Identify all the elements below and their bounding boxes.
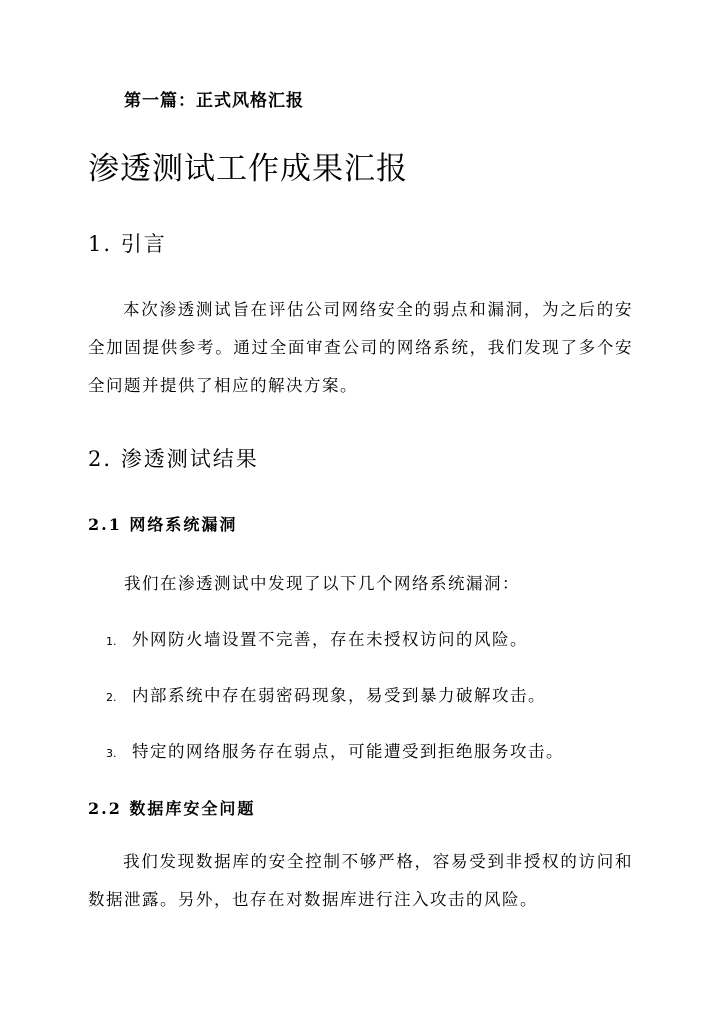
list-item [106, 682, 651, 706]
list-item-text: 外网防火墙设置不完善，存在未授权访问的风险。 [132, 630, 528, 649]
section-1-paragraph: 本次渗透测试旨在评估公司网络安全的弱点和漏洞，为之后的安全加固提供参考。通过全面审查公司的网络系统，我们发现了多个安全问题并提供了相应的解决方案。 [88, 300, 633, 395]
document-subtitle: 第一篇：正式风格汇报 [124, 91, 304, 111]
subsection-2-1-lead: 我们在渗透测试中发现了以下几个网络系统漏洞： [124, 574, 520, 593]
subsection-2-2-paragraph: 我们发现数据库的安全控制不够严格，容易受到非授权的访问和数据泄露。另外，也存在对数据库进行注入攻击的风险。 [88, 852, 633, 909]
document-title: 渗透测试工作成果汇报 [88, 151, 408, 187]
section-1-heading: 1. 引言 [88, 232, 167, 256]
list-item-number: 2. [106, 691, 117, 704]
section-2-heading: 2. 渗透测试结果 [88, 447, 259, 471]
list-item-number: 1. [106, 635, 117, 648]
subsection-2-2-heading: 2.2 数据库安全问题 [88, 799, 256, 818]
list-item-text: 特定的网络服务存在弱点，可能遭受到拒绝服务攻击。 [132, 742, 564, 761]
list-item [106, 626, 651, 650]
subsection-2-1-heading: 2.1 网络系统漏洞 [88, 515, 238, 534]
list-item [106, 738, 651, 762]
list-item-number: 3. [106, 747, 117, 760]
list-item-text: 内部系统中存在弱密码现象，易受到暴力破解攻击。 [132, 686, 546, 705]
